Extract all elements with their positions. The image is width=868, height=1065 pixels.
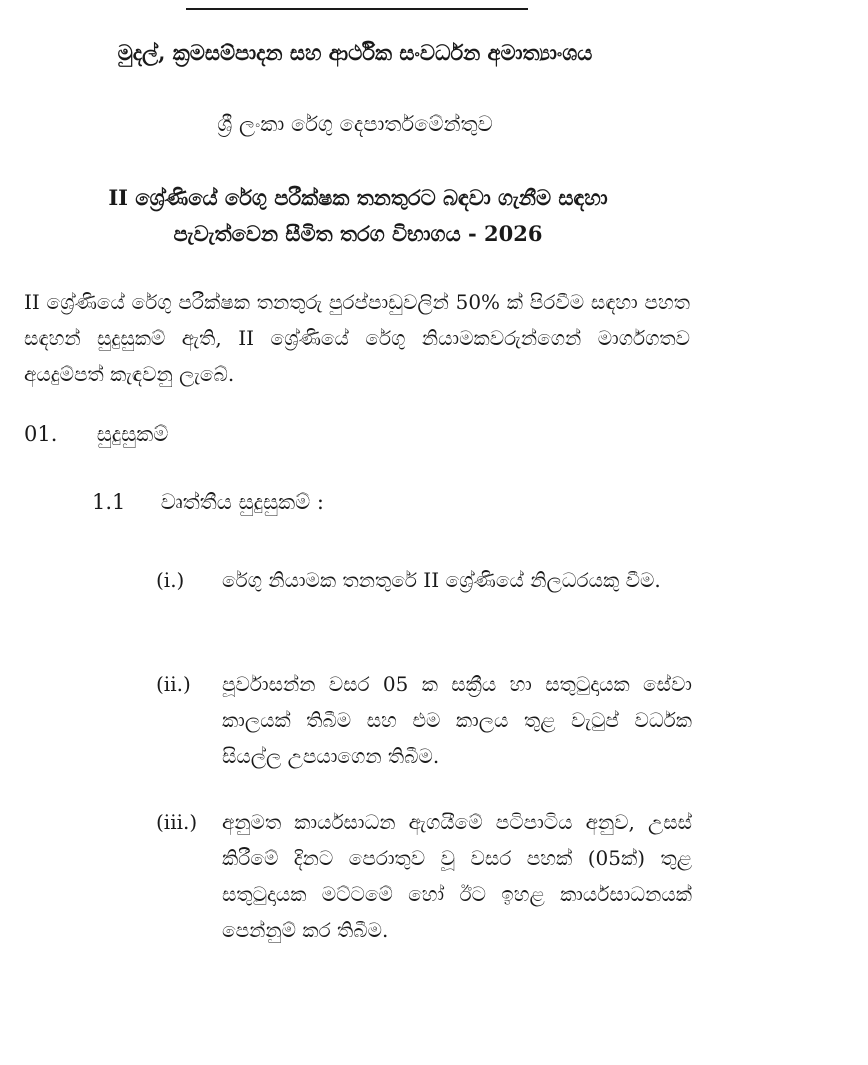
section-number: 01.: [24, 422, 58, 446]
list-item: [156, 666, 692, 774]
section-heading: [24, 422, 168, 447]
intro-paragraph: II ශ්‍රේණියේ රේගු පරීක්ෂක තනතුරු පුරප්පාඩුවලින් 50% ක් පිරවීම සඳහා පහත සඳහන් සුදුසුකම් ඇති, II ශ්‍රේණියේ රේගු නියාමකවරුන්ගෙන් මාර්ගගතව අයදුම්පත් කැඳවනු ලැබේ.: [24, 290, 690, 386]
list-item-text: අනුමත කාර්යසාධන ඇගයීමේ පටිපාටිය අනුව, උසස් කිරීමේ දිනට පෙරාතුව වූ වසර පහක් (05ක්) තුළ සතුටුදායක මට්ටමේ හෝ ඊට ඉහළ කාර්යසාධනයක් පෙන්නුම් කර තිබීම.: [222, 810, 692, 942]
list-item: [156, 562, 692, 598]
exam-title: [0, 180, 716, 252]
list-item-text: රේගු නියාමක තනතුරේ II ශ්‍රේණියේ නිලධරයකු වීම.: [222, 568, 661, 592]
list-item-text: පූර්වාසන්න වසර 05 ක සක්‍රීය හා සතුටුදායක සේවා කාලයක් තිබීම සහ එම කාලය තුළ වැටුප් වර්ධක සියල්ල උපයාගෙන තිබීම.: [222, 672, 692, 768]
exam-title-line-2: පැවැත්වෙන සීමිත තරග විභාගය - 2026: [173, 221, 543, 246]
section-title: සුදුසුකම්: [96, 422, 169, 446]
department-heading: ශ්‍රී ලංකා රේගු දෙපාර්තමේන්තුව: [217, 112, 493, 136]
subsection-number: 1.1: [92, 490, 126, 514]
list-item-label: (iii.): [156, 810, 198, 834]
list-item-label: (i.): [156, 568, 185, 592]
list-item: [156, 804, 692, 948]
subsection-title: වෘත්තීය සුදුසුකම් :: [160, 490, 324, 514]
subsection-heading: [92, 490, 324, 515]
exam-title-line-1: II ශ්‍රේණියේ රේගු පරීක්ෂක තනතුරට බඳවා ගැනීම සඳහා: [108, 185, 608, 210]
list-item-label: (ii.): [156, 672, 191, 696]
ministry-heading: මුදල්, ක්‍රමසම්පාදන සහ ආර්ථික සංවර්ධන අමාත්‍යාංශය: [117, 40, 593, 65]
top-rule: [186, 8, 528, 10]
